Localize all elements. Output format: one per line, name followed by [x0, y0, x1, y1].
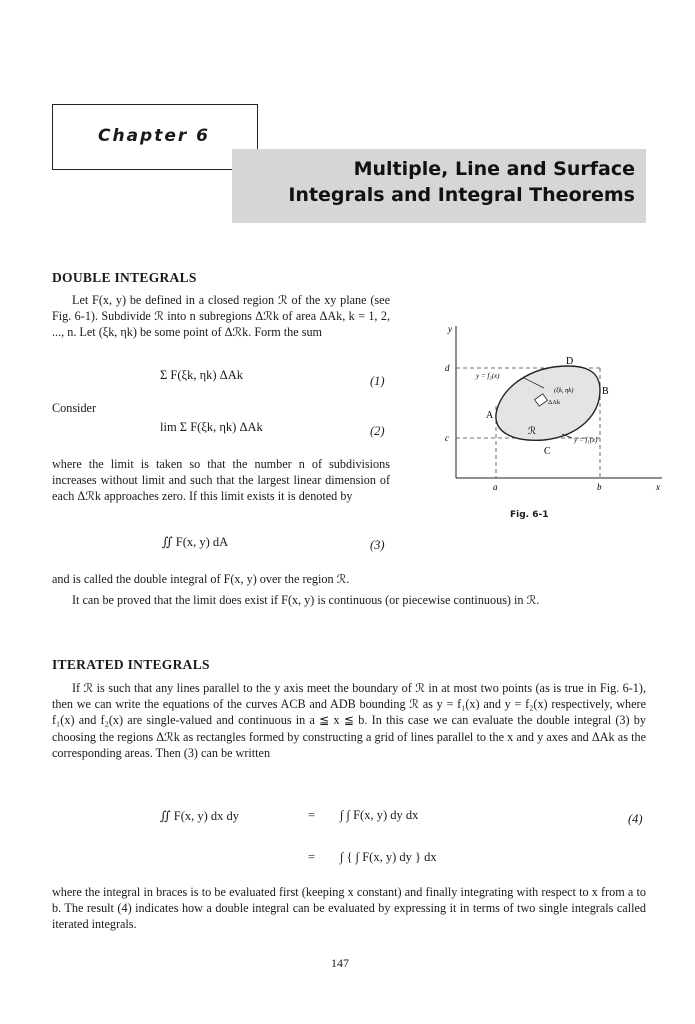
label-dA: ΔAk [548, 399, 561, 406]
double-integrals-intro [52, 292, 390, 341]
double-integrals-para-1: Let F(x, y) be defined in a closed region ℛ of the xy plane (see Fig. 6-1). Subdivide ℛ into n subregions Δℛk of area ΔAk, k = 1, 2, ..., n. Let (ξk, ηk) be some point of Δℛk. Form the sum [52, 293, 390, 340]
label-x: x [656, 482, 660, 492]
label-B: B [602, 386, 609, 397]
equation-4-lhs: ∬ F(x, y) dx dy [160, 809, 240, 823]
iterated-integrals-para-2: where the integral in braces is to be evaluated first (keeping x constant) and finally integrating with respect to x from a to b. The result (4) indicates how a double integral can be evaluated by expressing it in terms of two single integrals called iterated integrals. [52, 885, 646, 932]
label-d: d [445, 363, 450, 373]
iterated-integrals-para-1: If ℛ is such that any lines parallel to the y axis meet the boundary of ℛ in at most two points (as is true in Fig. 6-1), then we can write the equations of the curves ACB and ADB bounding ℛ as y = f₁(x) and y = f₂(x) respectively, where f₁(x) and f₂(x) are single-valued and continuous in a ≦ x ≦ b. In this case we can evaluate the double integral (3) by choosing the regions Δℛk as rectangles formed by constructing a grid of lines parallel to the x and y axes and ΔAk as the corresponding areas. Then (3) can be written [52, 681, 646, 760]
label-region: ℛ [528, 426, 536, 437]
double-integrals-para-2: where the limit is taken so that the number n of subdivisions increases without limit and such that the largest linear dimension of each Δℛk approaches zero. If this limit exists it is denoted by [52, 457, 390, 504]
label-y: y [448, 324, 452, 334]
equation-4-equals-2: = [308, 850, 316, 864]
equation-2: lim Σ F(ξk, ηk) ΔAk [160, 420, 263, 434]
equation-4-equals-1: = [308, 808, 316, 822]
equation-3: ∬ F(x, y) dA [162, 535, 229, 549]
double-integrals-para-3: and is called the double integral of F(x, y) over the region ℛ. [52, 572, 350, 586]
consider-text: Consider [52, 401, 97, 415]
label-a: a [493, 482, 498, 492]
equation-4-rhs-1: ∫ ∫ F(x, y) dy dx [340, 808, 419, 822]
equation-1-label: (1) [370, 374, 385, 388]
label-point: (ξk, ηk) [554, 387, 574, 394]
equation-1: Σ F(ξk, ηk) ΔAk [160, 368, 243, 382]
equation-4-label: (4) [628, 812, 643, 826]
equation-2-label: (2) [370, 424, 385, 438]
label-A: A [486, 410, 494, 421]
equation-4-rhs-2: ∫ { ∫ F(x, y) dy } dx [340, 850, 437, 864]
figure-6-1 [440, 318, 670, 503]
double-integrals-para-4: It can be proved that the limit does exist if F(x, y) is continuous (or piecewise continuous) in ℛ. [72, 593, 540, 607]
page-number: 147 [331, 956, 349, 970]
chapter-title-line-2: Integrals and Integral Theorems [288, 184, 635, 206]
label-C: C [544, 446, 551, 457]
chapter-title-line-1: Multiple, Line and Surface [353, 158, 635, 180]
section-heading-double-integrals: DOUBLE INTEGRALS [52, 270, 197, 285]
figure-caption: Fig. 6-1 [510, 510, 549, 520]
label-b: b [597, 482, 602, 492]
label-c: c [445, 433, 449, 443]
chapter-label: Chapter 6 [98, 126, 211, 146]
label-D: D [566, 356, 574, 367]
section-heading-iterated-integrals: ITERATED INTEGRALS [52, 657, 210, 672]
label-f1: y = f₁(x) [574, 436, 598, 444]
equation-3-label: (3) [370, 538, 385, 552]
label-f2: y = f₂(x) [476, 372, 500, 380]
